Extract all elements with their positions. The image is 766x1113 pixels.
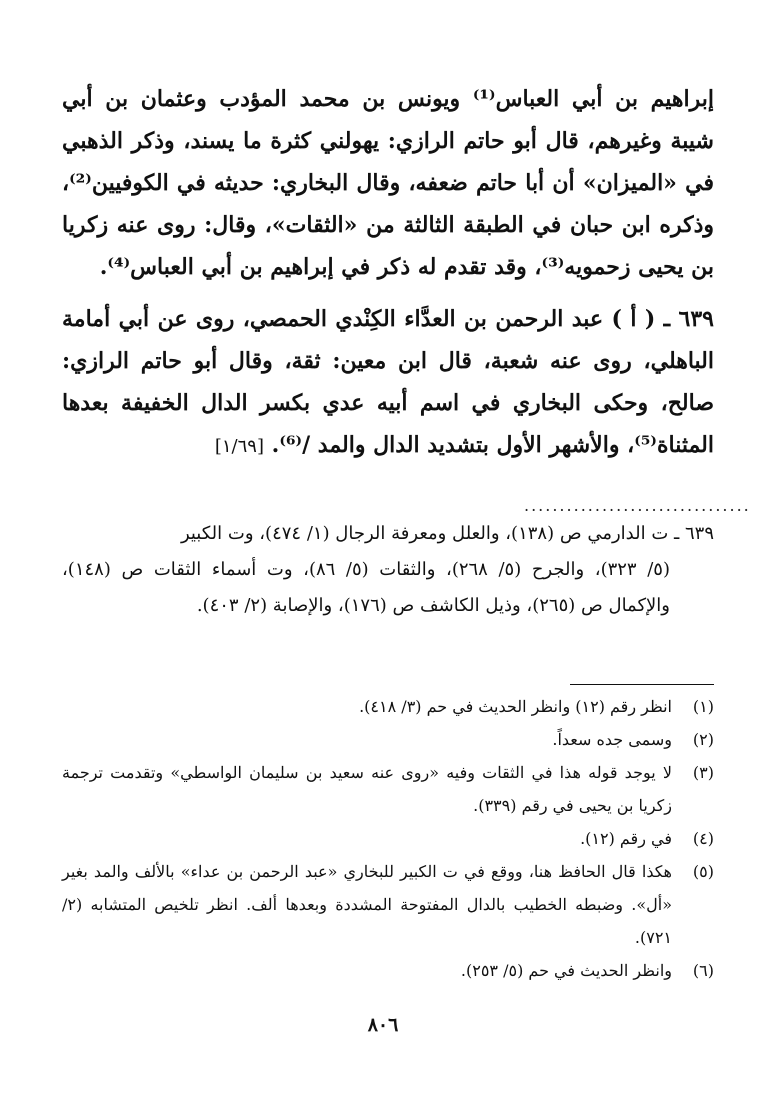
footnote-1 bbox=[62, 690, 714, 723]
footnote-text: في رقم (١٢). bbox=[580, 829, 672, 848]
footnote-number: (٥) bbox=[692, 862, 714, 881]
footnote-text: انظر رقم (١٢) وانظر الحديث في حم (٣/ ٤١٨). bbox=[359, 697, 672, 716]
footnote-number: (٣) bbox=[692, 763, 714, 782]
footnote-number: (٢) bbox=[692, 730, 714, 749]
manuscript-folio-ref: [١/٦٩] bbox=[214, 436, 264, 457]
sources-block bbox=[62, 516, 714, 624]
biography-paragraph-2: عبد الرحمن بن العدَّاء الكِنْدي الحمصي، روى عن أبي أمامة الباهلي، روى عنه شعبة، قال ابن معين: ثقة، وقال أبو حاتم الرازي: صالح، وحكى البخاري في اسم أبيه عدي بكسر الدال الخفيفة بعدها المثناة⁽⁵⁾، والأشهر الأول بتشديد الدال والمد /⁽⁶⁾. bbox=[62, 306, 714, 458]
footnote-rule bbox=[570, 684, 714, 685]
footnote-number: (٦) bbox=[692, 961, 714, 980]
page-number: ٨٠٦ bbox=[367, 1014, 399, 1036]
footnote-text: هكذا قال الحافظ هنا، ووقع في ت الكبير للبخاري «عبد الرحمن بن عداء» بالألف والمد بغير «أل». وضبطه الخطيب بالدال المفتوحة المشددة وبعدها ألف. انظر تلخيص المتشابه (٢/ ٧٢١). bbox=[62, 862, 672, 947]
main-content bbox=[62, 78, 751, 980]
sources-line-1: ٦٣٩ ـ ت الدارمي ص (١٣٨)، والعلل ومعرفة الرجال (١/ ٤٧٤)، وت الكبير bbox=[180, 523, 714, 544]
footnotes bbox=[62, 690, 714, 987]
sources-continuation: (٥/ ٣٢٣)، والجرح (٥/ ٢٦٨)، والثقات (٥/ ٨٦)، وت أسماء الثقات ص (١٤٨)، والإكمال ص (٢٦٥)، وذيل الكاشف ص (١٧٦)، والإصابة (٢/ ٤٠٣). bbox=[62, 559, 670, 616]
footnote-6 bbox=[62, 954, 714, 987]
footnote-number: (٤) bbox=[692, 829, 714, 848]
section-separator: ................................ bbox=[524, 496, 751, 515]
footnote-4 bbox=[62, 822, 714, 855]
entry-639a bbox=[62, 298, 714, 468]
footnote-5 bbox=[62, 855, 714, 954]
footnote-3 bbox=[62, 756, 714, 822]
footnote-text: وسمى جده سعداً. bbox=[552, 730, 672, 749]
biography-paragraph-1: إبراهيم بن أبي العباس⁽¹⁾ ويونس بن محمد المؤدب وعثمان بن أبي شيبة وغيرهم، قال أبو حاتم الرازي: يهولني كثرة ما يسند، وذكر الذهبي في «الميزان» أن أبا حاتم ضعفه، وقال البخاري: حديثه في الكوفيين⁽²⁾، وذكره ابن حبان في الطبقة الثالثة من «الثقات»، وقال: روى عنه زكريا بن يحيى زحمويه⁽³⁾، وقد تقدم له ذكر في إبراهيم بن أبي العباس⁽⁴⁾. bbox=[62, 86, 714, 280]
footnote-text: لا يوجد قوله هذا في الثقات وفيه «روى عنه سعيد بن سليمان الواسطي» وتقدمت ترجمة زكريا بن يحيى في رقم (٣٣٩). bbox=[62, 763, 672, 815]
footnote-text: وانظر الحديث في حم (٥/ ٢٥٣). bbox=[460, 961, 672, 980]
footnote-number: (١) bbox=[692, 697, 714, 716]
entry-number: ٦٣٩ ـ ( أ ) bbox=[611, 306, 714, 332]
footnote-2 bbox=[62, 723, 714, 756]
